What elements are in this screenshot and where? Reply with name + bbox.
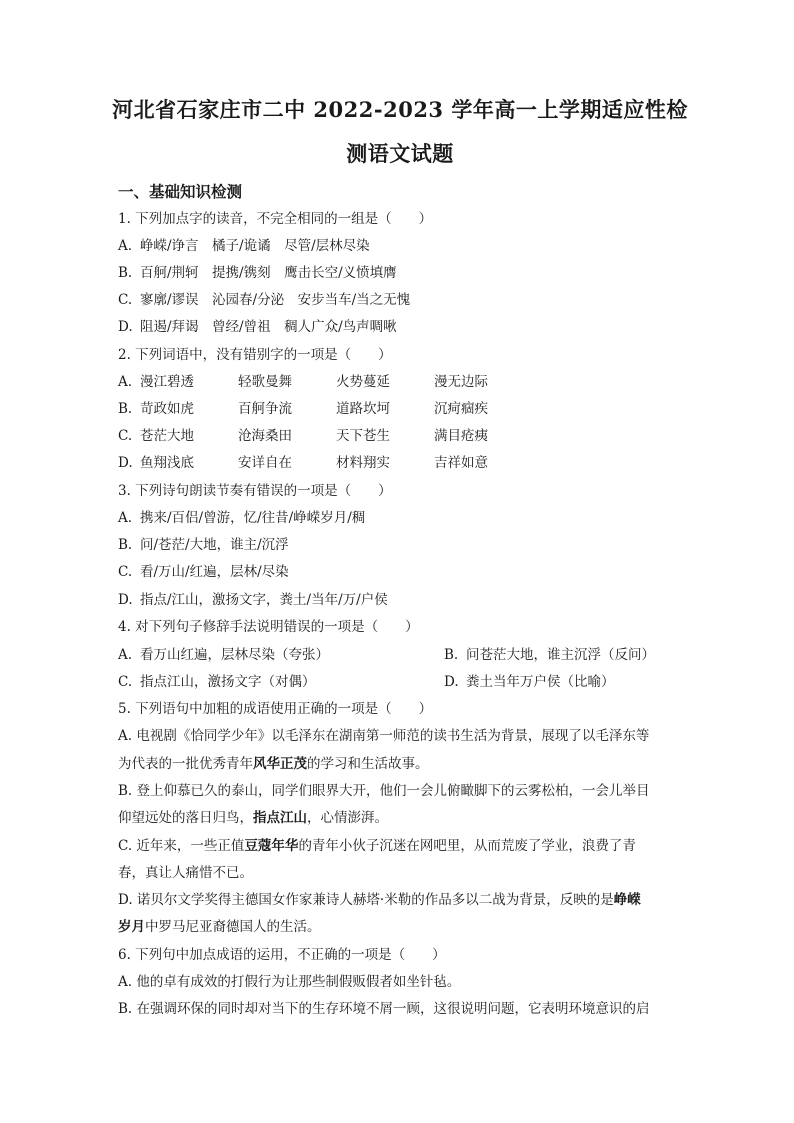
option-label: A. — [118, 510, 133, 526]
option-label: C. — [118, 428, 133, 444]
text-segment: 为代表的一批优秀青年 — [118, 756, 253, 772]
bold-idiom: 指点江山 — [253, 810, 307, 826]
bold-idiom: 峥嵘 — [613, 892, 641, 908]
option-text: 指点/江山，激扬文字，粪土/当年/万/户侯 — [140, 592, 388, 608]
question-2-stem: 2. 下列词语中，没有错别字的一项是（ ） — [118, 347, 392, 363]
question-1-option-a — [118, 236, 678, 256]
option-text: 看/万山/红遍，层林/尽染 — [140, 564, 289, 580]
option-label: A. — [118, 374, 133, 390]
option-label: D. — [444, 674, 459, 690]
text-segment: C. 近年来，一些正值 — [118, 838, 245, 854]
question-5-option-b-line1: B. 登上仰慕已久的泰山，同学们眼界大开，他们一会儿俯瞰脚下的云雾松柏，一会儿举目 — [118, 783, 650, 799]
word-cell: 轻歌曼舞 — [238, 374, 292, 390]
option-label: B. — [118, 401, 133, 417]
question-5-option-d-line1 — [118, 890, 678, 910]
option-label: D. — [118, 592, 133, 608]
option-label: C. — [118, 564, 133, 580]
word-cell: 沉疴痼疾 — [434, 401, 488, 417]
option-text: 指点江山，激扬文字（对偶） — [140, 674, 316, 690]
question-6-option-a: A. 他的卓有成效的打假行为让那些制假贩假者如坐针毡。 — [118, 974, 461, 990]
question-3-option-b — [118, 535, 678, 555]
option-label: C. — [118, 292, 133, 308]
text-segment: 的学习和生活故事。 — [307, 756, 429, 772]
question-6-stem: 6. 下列句中加点成语的运用，不正确的一项是（ ） — [118, 947, 446, 963]
question-4-stem: 4. 对下列句子修辞手法说明错误的一项是（ ） — [118, 619, 419, 635]
option-label: D. — [118, 319, 133, 335]
page-title-line1: 河北省石家庄市二中 2022-2023 学年高一上学期适应性检 — [112, 97, 688, 122]
question-3-option-c — [118, 562, 678, 582]
question-5-option-d-line2 — [118, 917, 678, 937]
option-label: C. — [118, 674, 133, 690]
bold-idiom: 风华正茂 — [253, 756, 307, 772]
option-label: B. — [444, 647, 459, 663]
question-5-option-a-line2 — [118, 754, 678, 774]
word-cell: 漫江碧透 — [140, 374, 194, 390]
question-1-option-b — [118, 263, 678, 283]
option-label: A. — [118, 647, 133, 663]
bold-idiom: 岁月 — [118, 919, 145, 935]
option-label: B. — [118, 537, 133, 553]
question-1-stem: 1. 下列加点字的读音，不完全相同的一组是（ ） — [118, 211, 433, 227]
text-segment: ，心情澎湃。 — [307, 810, 388, 826]
word-cell: 安详自在 — [238, 455, 292, 471]
page-title-line2: 测语文试题 — [346, 141, 454, 166]
word-cell: 百舸争流 — [238, 401, 292, 417]
option-text: 携来/百侣/曾游，忆/往昔/峥嵘岁月/稠 — [140, 510, 366, 526]
word-cell: 吉祥如意 — [434, 455, 488, 471]
question-5-stem: 5. 下列语句中加粗的成语使用正确的一项是（ ） — [118, 701, 433, 717]
word-cell: 沧海桑田 — [238, 428, 292, 444]
option-text: 峥嵘/诤言 橘子/诡谲 尽管/层林尽染 — [140, 238, 370, 254]
question-3-stem: 3. 下列诗句朗读节奏有错误的一项是（ ） — [118, 483, 392, 499]
word-cell: 苍茫大地 — [140, 428, 194, 444]
option-text: 问/苍茫/大地，谁主/沉浮 — [140, 537, 289, 553]
option-text: 问苍茫大地，谁主沉浮（反问） — [466, 647, 655, 663]
question-5-option-c-line2: 春，真让人痛惜不已。 — [118, 865, 253, 881]
question-1-option-c — [118, 290, 678, 310]
text-segment: D. 诺贝尔文学奖得主德国女作家兼诗人赫塔·米勒的作品多以二战为背景，反映的是 — [118, 892, 614, 908]
question-3-option-a — [118, 508, 678, 528]
text-segment: 的青年小伙子沉迷在网吧里，从而荒废了学业，浪费了青 — [298, 838, 636, 854]
option-label: B. — [118, 265, 133, 281]
option-text: 阻遏/拜谒 曾经/曾祖 稠人广众/鸟声啁啾 — [140, 319, 397, 335]
option-label: D. — [118, 455, 133, 471]
word-cell: 鱼翔浅底 — [140, 455, 194, 471]
word-cell: 天下苍生 — [336, 428, 390, 444]
bold-idiom: 豆蔻年华 — [244, 838, 299, 854]
word-cell: 道路坎坷 — [336, 401, 390, 417]
text-segment: 仰望远处的落日归鸟， — [118, 810, 253, 826]
word-cell: 漫无边际 — [434, 374, 488, 390]
section-heading: 一、基础知识检测 — [118, 182, 243, 201]
question-5-option-b-line2 — [118, 808, 678, 828]
option-text: 寥廓/谬误 沁园春/分泌 安步当车/当之无愧 — [140, 292, 411, 308]
question-5-option-a-line1: A. 电视剧《恰同学少年》以毛泽东在湖南第一师范的读书生活为背景，展现了以毛泽东等 — [118, 728, 650, 744]
option-text: 看万山红遍，层林尽染（夸张） — [140, 647, 329, 663]
text-segment: 中罗马尼亚裔德国人的生活。 — [145, 919, 321, 935]
word-cell: 火势蔓延 — [336, 374, 390, 390]
question-3-option-d — [118, 590, 678, 610]
word-cell: 材料翔实 — [336, 455, 390, 471]
question-6-option-b: B. 在强调环保的同时却对当下的生存环境不屑一顾，这很说明问题，它表明环境意识的启 — [118, 1001, 650, 1017]
word-cell: 满目疮痍 — [434, 428, 488, 444]
question-1-option-d — [118, 317, 678, 337]
option-label: A. — [118, 238, 133, 254]
option-text: 粪土当年万户侯（比喻） — [466, 674, 615, 690]
option-text: 百舸/荆轲 提携/镌刻 鹰击长空/义愤填膺 — [140, 265, 397, 281]
word-cell: 苛政如虎 — [140, 401, 194, 417]
question-5-option-c-line1 — [118, 836, 678, 856]
